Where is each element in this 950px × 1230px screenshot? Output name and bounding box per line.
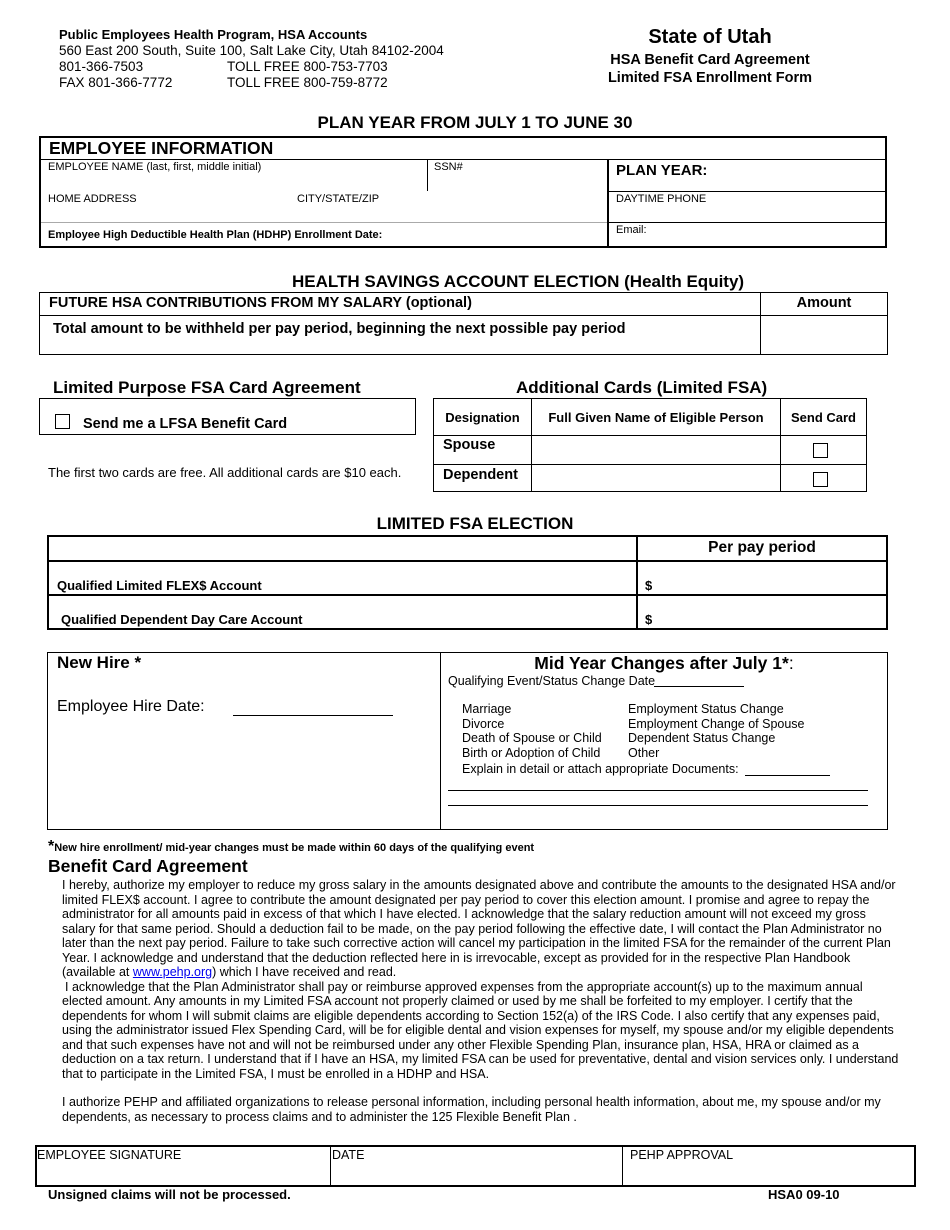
hsa-amount-header: Amount bbox=[796, 295, 852, 311]
employee-name-field[interactable] bbox=[46, 174, 421, 190]
dependent-day-care-currency: $ bbox=[645, 612, 653, 627]
dependent-day-care-amount-field[interactable] bbox=[659, 600, 881, 624]
event-employment-status: Employment Status Change bbox=[628, 702, 784, 716]
hire-date-label: Employee Hire Date: bbox=[57, 698, 205, 715]
full-name-header: Full Given Name of Eligible Person bbox=[548, 410, 764, 425]
org-toll-free-phone: TOLL FREE 800-753-7703 bbox=[227, 59, 388, 74]
additional-cards-title: Additional Cards (Limited FSA) bbox=[516, 378, 768, 397]
form-code: HSA0 09-10 bbox=[768, 1187, 840, 1202]
send-lfsa-card-checkbox[interactable] bbox=[55, 414, 70, 429]
unsigned-claims-note: Unsigned claims will not be processed. bbox=[48, 1187, 291, 1202]
state-title: State of Utah bbox=[648, 26, 772, 48]
dependent-day-care-label: Qualified Dependent Day Care Account bbox=[61, 612, 303, 627]
date-label: DATE bbox=[332, 1148, 365, 1162]
dependent-name-field[interactable] bbox=[535, 468, 775, 488]
spouse-label: Spouse bbox=[443, 437, 496, 453]
event-birth-adoption: Birth or Adoption of Child bbox=[462, 745, 601, 760]
org-address: 560 East 200 South, Suite 100, Salt Lake City, Utah 84102-2004 bbox=[59, 43, 444, 58]
events-right-list bbox=[628, 702, 805, 760]
plan-year-field[interactable] bbox=[711, 162, 881, 182]
card-fee-note: The first two cards are free. All additional cards are $10 each. bbox=[48, 465, 402, 480]
agreement-paragraph-2: I acknowledge that the Plan Administrator shall pay or reimburse approved expenses from the appropriate account(s) up to the maximum annual elected amount. Any amounts in my Limited FSA account not properly claimed or used by me shall be forfeited to my employer. I certify that the dependents for whom I will submit claims are eligible dependents according to Section 152(a) of the IRS Code. I also certify that any expenses paid, using the administrator issued Flex Spending Card, will be for eligible dental and vision expenses for myself, my spouse and/or my eligible dependents and that such expenses have not and will not be reimbursed under any other Flexible Spending Plan, insurance plan, HSA, HRA or claimed as a deduction on a tax return. I understand that if I have an HSA, my limited FSA can be used for preventative, dental and vision services only. I understand that to participate in the Limited FSA, I must be enrolled in a HDHP and HSA. bbox=[62, 979, 899, 1081]
employee-signature-label: EMPLOYEE SIGNATURE bbox=[37, 1148, 182, 1162]
form-title-1: HSA Benefit Card Agreement bbox=[610, 52, 810, 68]
footnote: *New hire enrollment/ mid-year changes must be made within 60 days of the qualifying event bbox=[48, 838, 535, 855]
signature-date-field[interactable] bbox=[335, 1163, 617, 1183]
per-pay-period-header: Per pay period bbox=[708, 539, 816, 556]
dependent-send-card-checkbox[interactable] bbox=[813, 472, 828, 487]
hdhp-enrollment-date-field[interactable] bbox=[386, 226, 601, 243]
email-field[interactable] bbox=[656, 226, 881, 243]
event-dependent-status: Dependent Status Change bbox=[628, 731, 776, 745]
lfsa-card-box bbox=[39, 398, 416, 435]
city-state-zip-field[interactable] bbox=[296, 206, 601, 221]
new-hire-midyear-section bbox=[47, 652, 888, 830]
email-label: Email: bbox=[616, 224, 647, 236]
hdhp-enrollment-label: Employee High Deductible Health Plan (HDHP) Enrollment Date: bbox=[48, 229, 383, 241]
org-phone: 801-366-7503 bbox=[59, 59, 144, 74]
org-toll-free-fax: TOLL FREE 800-759-8772 bbox=[227, 75, 388, 90]
mid-year-title: Mid Year Changes after July 1*: bbox=[534, 653, 794, 673]
qualifying-event-label: Qualifying Event/Status Change Date bbox=[448, 674, 656, 688]
ssn-field[interactable] bbox=[431, 174, 601, 190]
explain-label: Explain in detail or attach appropriate Documents: bbox=[462, 762, 739, 776]
lfsa-card-title: Limited Purpose FSA Card Agreement bbox=[53, 378, 361, 397]
fsa-election-table bbox=[47, 535, 888, 630]
employee-info-title: EMPLOYEE INFORMATION bbox=[49, 138, 274, 158]
daytime-phone-label: DAYTIME PHONE bbox=[616, 193, 707, 205]
event-other: Other bbox=[628, 745, 660, 760]
limited-flex-currency: $ bbox=[645, 578, 653, 593]
employee-signature-field[interactable] bbox=[39, 1163, 325, 1183]
designation-header: Designation bbox=[445, 410, 520, 425]
city-state-zip-label: CITY/STATE/ZIP bbox=[297, 193, 380, 205]
limited-flex-account-label: Qualified Limited FLEX$ Account bbox=[57, 578, 262, 593]
explain-line-1[interactable] bbox=[448, 779, 868, 791]
plan-year-label: PLAN YEAR: bbox=[616, 162, 708, 179]
pehp-website-link[interactable]: www.pehp.org bbox=[132, 965, 213, 979]
additional-cards-table bbox=[433, 398, 867, 492]
event-divorce: Divorce bbox=[462, 716, 505, 731]
hire-date-field[interactable] bbox=[233, 699, 393, 716]
home-address-field[interactable] bbox=[46, 206, 286, 221]
form-title-2: Limited FSA Enrollment Form bbox=[607, 70, 813, 86]
agreement-body bbox=[62, 878, 900, 1124]
agreement-paragraph-1: I hereby, authorize my employer to reduce my gross salary in the amounts designated above and contribute the amounts to the designated HSA and/or limited FLEX$ account. I agree to contribute the amount designated per pay period to cover this election amount. I promise and agree to repay the administrator for all amounts paid in excess of that which I have elected. I acknowledge that the salary reduction amount will not exceed my gross salary for that same period. Should a deduction fail to be made, on the pay period following the effective date, I will contact the Plan Administrator no later than the next pay period. Failure to take such corrective action will cancel my participation in the limited FSA for the remainder of the current Plan Year. I acknowledge and understand that the deduction reflected here in is irrevocable, except as provided for in the respective Plan Handbook (available at www.pehp.org) which I have received and read. bbox=[62, 878, 896, 979]
hsa-amount-field[interactable] bbox=[764, 319, 884, 351]
agreement-title: Benefit Card Agreement bbox=[48, 856, 248, 876]
org-fax: FAX 801-366-7772 bbox=[59, 75, 173, 90]
hsa-contributions-header: FUTURE HSA CONTRIBUTIONS FROM MY SALARY (optional) bbox=[49, 295, 472, 311]
home-address-label: HOME ADDRESS bbox=[48, 193, 137, 205]
event-marriage: Marriage bbox=[462, 702, 512, 716]
spouse-send-card-checkbox[interactable] bbox=[813, 443, 828, 458]
send-card-header: Send Card bbox=[790, 410, 856, 425]
dependent-label: Dependent bbox=[443, 467, 518, 483]
send-lfsa-card-label: Send me a LFSA Benefit Card bbox=[83, 416, 288, 432]
new-hire-title: New Hire * bbox=[57, 653, 142, 672]
event-death: Death of Spouse or Child bbox=[462, 731, 602, 745]
pehp-approval-label: PEHP APPROVAL bbox=[630, 1148, 734, 1162]
org-name: Public Employees Health Program, HSA Accounts bbox=[59, 27, 368, 42]
hsa-withheld-label: Total amount to be withheld per pay period, beginning the next possible pay period bbox=[53, 321, 626, 337]
explain-line-2[interactable] bbox=[448, 794, 868, 806]
employee-name-label: EMPLOYEE NAME (last, first, middle initial) bbox=[48, 161, 262, 173]
spouse-name-field[interactable] bbox=[535, 439, 775, 461]
daytime-phone-field[interactable] bbox=[613, 206, 881, 221]
signature-table bbox=[35, 1145, 916, 1187]
fsa-election-title: LIMITED FSA ELECTION bbox=[376, 514, 574, 533]
ssn-label: SSN# bbox=[434, 161, 463, 173]
qualifying-event-date-field[interactable] bbox=[654, 675, 744, 687]
plan-year-heading: PLAN YEAR FROM JULY 1 TO JUNE 30 bbox=[317, 113, 633, 132]
event-employment-spouse: Employment Change of Spouse bbox=[628, 716, 805, 731]
agreement-paragraph-3: I authorize PEHP and affiliated organizations to release personal information, including personal health information, about me, my spouse and/or my dependents, as necessary to process claims and to administer the 125 Flexible Benefit Plan . bbox=[62, 1095, 881, 1124]
employee-info-section bbox=[39, 136, 887, 248]
hsa-election-title: HEALTH SAVINGS ACCOUNT ELECTION (Health Equity) bbox=[292, 272, 745, 291]
explain-short-field[interactable] bbox=[745, 763, 830, 776]
limited-flex-amount-field[interactable] bbox=[659, 567, 881, 591]
events-left-list bbox=[462, 702, 602, 760]
hsa-election-table bbox=[39, 292, 888, 355]
